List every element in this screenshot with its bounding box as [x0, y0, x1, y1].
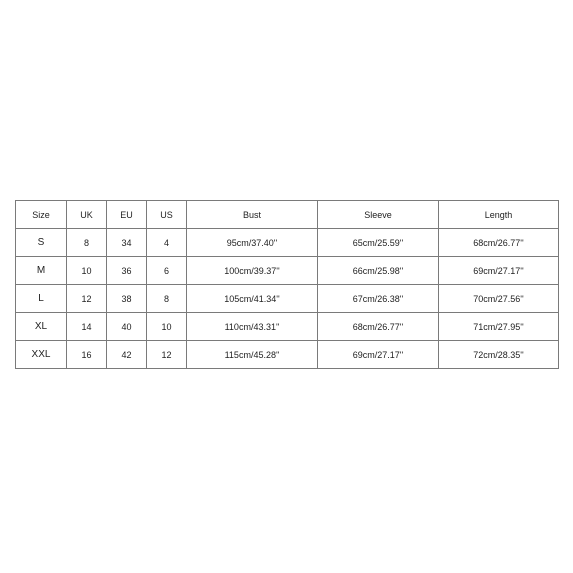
header-bust: Bust — [187, 201, 318, 229]
header-us: US — [147, 201, 187, 229]
cell-length: 71cm/27.95'' — [439, 313, 559, 341]
cell-us: 6 — [147, 257, 187, 285]
table-row — [16, 257, 559, 285]
cell-us: 12 — [147, 341, 187, 369]
table-row — [16, 313, 559, 341]
cell-bust: 95cm/37.40'' — [187, 229, 318, 257]
cell-uk: 8 — [67, 229, 107, 257]
cell-sleeve: 67cm/26.38'' — [318, 285, 439, 313]
cell-size: M — [16, 257, 67, 285]
cell-sleeve: 66cm/25.98'' — [318, 257, 439, 285]
cell-bust: 100cm/39.37'' — [187, 257, 318, 285]
size-chart-table — [15, 200, 559, 369]
table-row — [16, 341, 559, 369]
cell-eu: 34 — [107, 229, 147, 257]
header-sleeve: Sleeve — [318, 201, 439, 229]
table-header — [16, 201, 559, 229]
cell-length: 72cm/28.35'' — [439, 341, 559, 369]
cell-sleeve: 68cm/26.77'' — [318, 313, 439, 341]
cell-length: 68cm/26.77'' — [439, 229, 559, 257]
cell-us: 4 — [147, 229, 187, 257]
cell-eu: 36 — [107, 257, 147, 285]
table-body — [16, 229, 559, 369]
header-length: Length — [439, 201, 559, 229]
header-uk: UK — [67, 201, 107, 229]
cell-size: S — [16, 229, 67, 257]
cell-eu: 42 — [107, 341, 147, 369]
cell-bust: 115cm/45.28'' — [187, 341, 318, 369]
header-eu: EU — [107, 201, 147, 229]
cell-size: XXL — [16, 341, 67, 369]
header-row — [16, 201, 559, 229]
cell-bust: 105cm/41.34'' — [187, 285, 318, 313]
cell-size: XL — [16, 313, 67, 341]
cell-eu: 40 — [107, 313, 147, 341]
cell-uk: 10 — [67, 257, 107, 285]
cell-us: 8 — [147, 285, 187, 313]
table-row — [16, 229, 559, 257]
cell-eu: 38 — [107, 285, 147, 313]
table-row — [16, 285, 559, 313]
cell-sleeve: 69cm/27.17'' — [318, 341, 439, 369]
cell-size: L — [16, 285, 67, 313]
header-size: Size — [16, 201, 67, 229]
cell-sleeve: 65cm/25.59'' — [318, 229, 439, 257]
cell-us: 10 — [147, 313, 187, 341]
cell-bust: 110cm/43.31'' — [187, 313, 318, 341]
cell-uk: 16 — [67, 341, 107, 369]
cell-length: 70cm/27.56'' — [439, 285, 559, 313]
cell-uk: 14 — [67, 313, 107, 341]
cell-uk: 12 — [67, 285, 107, 313]
cell-length: 69cm/27.17'' — [439, 257, 559, 285]
